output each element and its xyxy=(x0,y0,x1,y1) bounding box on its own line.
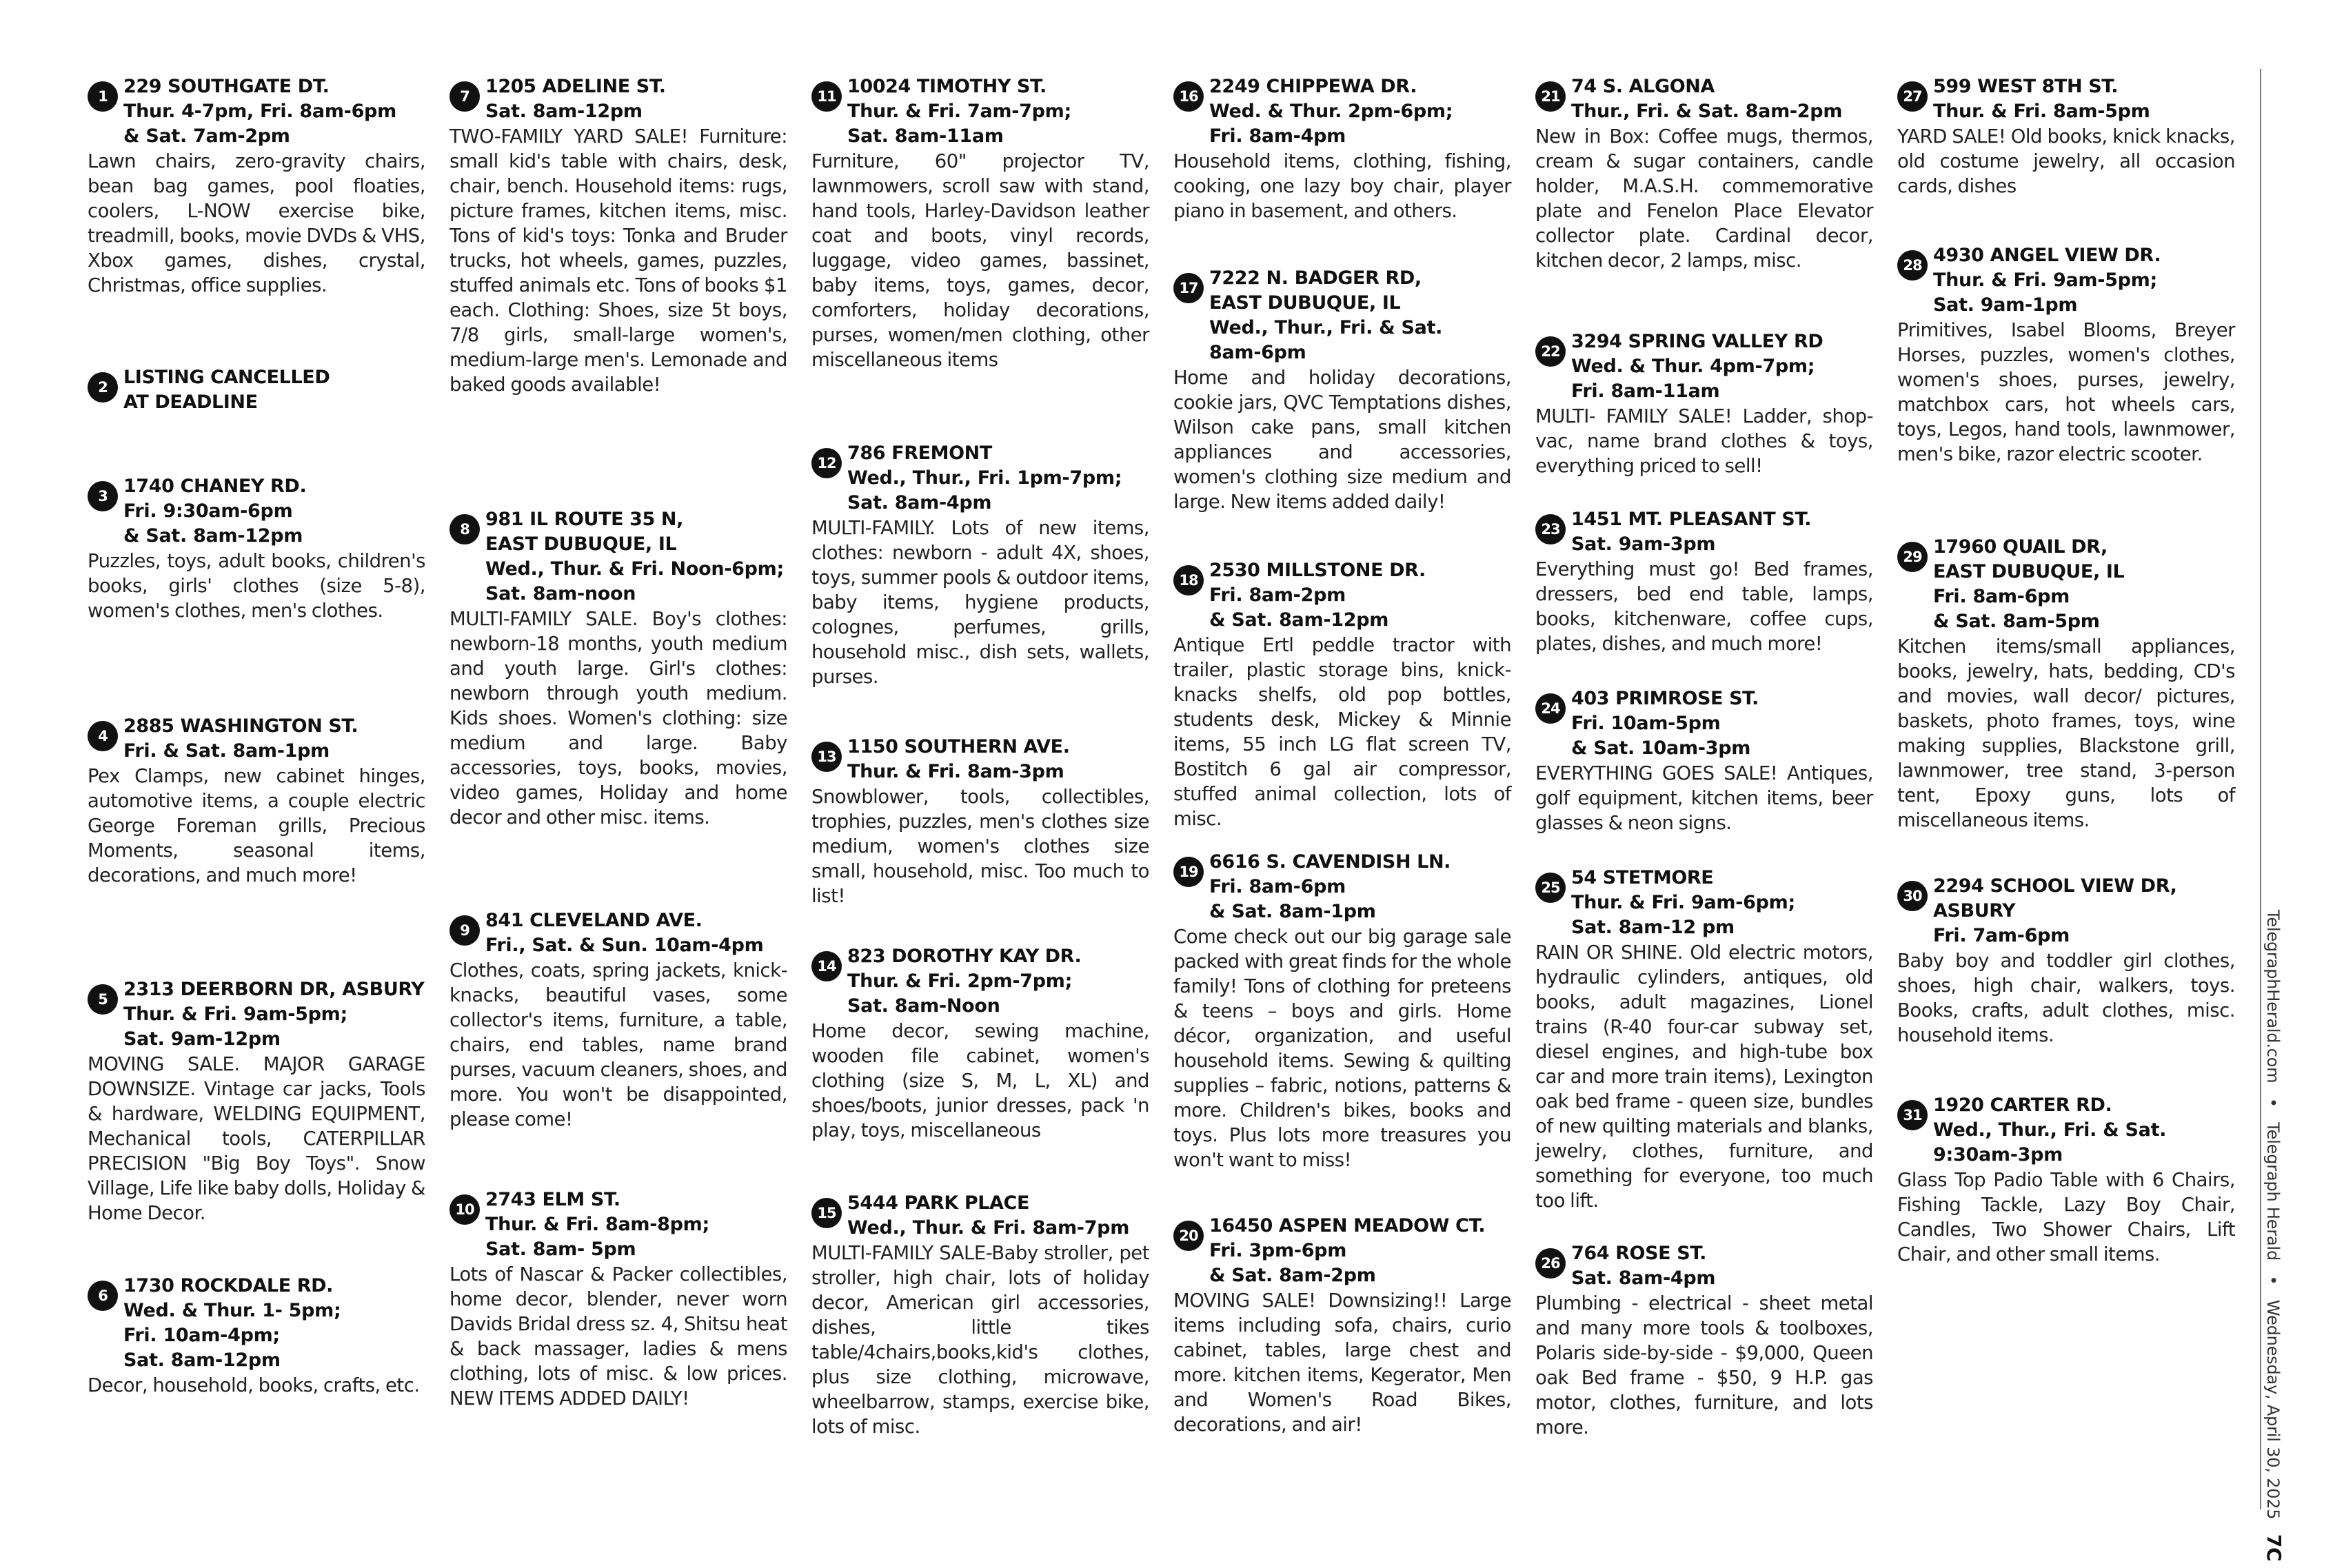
listing-header xyxy=(449,1188,787,1262)
listing xyxy=(1535,1241,1873,1440)
listing-description: Come check out our big garage sale packed with great finds for the whole family! Tons of clothing for preteens & teens – boys and girls. Home décor, organization, and useful household items. Sewing & quilting supplies – fabric, notions, patterns & more. Children's bikes, books and toys. Plus lots more treasures you won't want to miss! xyxy=(1173,926,1511,1171)
listing-header xyxy=(811,944,1149,1019)
listing-address: 2743 ELM ST. xyxy=(485,1189,620,1210)
listing-number: 29 xyxy=(1897,542,1928,572)
listing-number: 5 xyxy=(88,984,118,1015)
listing-address: 1205 ADELINE ST. xyxy=(485,76,666,97)
listing-header xyxy=(1173,850,1511,924)
listing-dates: Wed., Thur., Fri. & Sat. 8am-6pm xyxy=(1209,317,1443,363)
listing-description: Antique Ertl peddle tractor with trailer, plastic storage bins, knick-knacks shelfs, old pop bottles, students desk, Mickey & Minnie items, 55 inch LG flat screen TV, Bostitch 6 gal air compressor, stuffed animal collection, lots of misc. xyxy=(1173,634,1511,830)
listing xyxy=(1535,507,1873,656)
listing xyxy=(1897,243,2235,467)
folio-separator: • xyxy=(2263,1275,2283,1285)
listing-number: 31 xyxy=(1897,1100,1928,1130)
listing-description: YARD SALE! Old books, knick knacks, old costume jewelry, all occasion cards, dishes xyxy=(1897,125,2235,197)
listing-address: 7222 N. BADGER RD, EAST DUBUQUE, IL xyxy=(1209,267,1422,314)
listing-header xyxy=(1535,74,1873,124)
page-folio xyxy=(2263,910,2285,1562)
listing-address: 764 ROSE ST. xyxy=(1571,1243,1707,1264)
listing-dates: Sat. 8am-12pm xyxy=(485,101,643,122)
column-1 xyxy=(88,74,425,1508)
listing-description: Home decor, sewing machine, wooden file cabinet, women's clothing (size S, M, L, XL) and shoes/boots, junior dresses, pack 'n play, toys, miscellaneous xyxy=(811,1020,1149,1141)
listing-address: 823 DOROTHY KAY DR. xyxy=(847,946,1082,967)
listing-number: 4 xyxy=(88,721,118,751)
listing xyxy=(1173,558,1511,831)
listing-address: 2885 WASHINGTON ST. xyxy=(123,715,358,737)
listing-description: Home and holiday decorations, cookie jars, QVC Temptations dishes, Wilson cake pans, small kitchen appliances and accessories, women's clothing size medium and large. New items added daily! xyxy=(1173,367,1511,513)
listing-description: TWO-FAMILY YARD SALE! Furniture: small kid's table with chairs, desk, chair, bench. Household items: rugs, picture frames, kitchen items, misc. Tons of kid's toys: Tonka and Bruder trucks, hot wheels, games, puzzles, stuffed animals etc. Tons of books $1 each. Clothing: Shoes, size 5t boys, 7/8 girls, small-large women's, medium-large men's. Lemonade and baked goods available! xyxy=(449,125,787,396)
listing-number: 10 xyxy=(449,1194,480,1225)
listing-address: 4930 ANGEL VIEW DR. xyxy=(1933,245,2161,266)
listing-header xyxy=(811,74,1149,149)
listing-address: 54 STETMORE xyxy=(1571,867,1714,888)
listing-header xyxy=(1173,74,1511,149)
listing-dates: Thur. & Fri. 9am-6pm; Sat. 8am-12 pm xyxy=(1571,892,1795,938)
listing xyxy=(449,1188,787,1411)
listing-address: 1730 ROCKDALE RD. xyxy=(123,1275,334,1296)
listing-description: MULTI-FAMILY SALE-Baby stroller, pet stroller, high chair, lots of holiday decor, American girl accessories, dishes, little tikes table/4chairs,books,kid's clothes, plus size clothing, microwave, wheelbarrow, stamps, exercise bike, lots of misc. xyxy=(811,1242,1149,1438)
listing-dates: Sat. 9am-3pm xyxy=(1571,533,1716,555)
listing xyxy=(88,365,425,415)
listing xyxy=(1897,874,2235,1048)
listing-address: 3294 SPRING VALLEY RD xyxy=(1571,331,1823,352)
listing-address: LISTING CANCELLED AT DEADLINE xyxy=(123,367,330,413)
listing-number: 30 xyxy=(1897,881,1928,911)
listing-header xyxy=(1897,243,2235,318)
listing-description: MULTI-FAMILY SALE. Boy's clothes: newborn-18 months, youth medium and youth large. Girl's clothes: newborn through youth medium. Kids shoes. Women's clothing: size medium and large. Baby accessories, toys, books, movies, video games, Holiday and home decor and other misc. items. xyxy=(449,608,787,828)
listing-description: MOVING SALE. MAJOR GARAGE DOWNSIZE. Vintage car jacks, Tools & hardware, WELDING EQUIPMENT, Mechanical tools, CATERPILLAR PRECISION "Big Boy Toys". Snow Village, Life like baby dolls, Holiday & Home Decor. xyxy=(88,1053,425,1224)
listing-header xyxy=(1535,686,1873,761)
listing-header xyxy=(811,1191,1149,1241)
listing xyxy=(811,944,1149,1143)
listing-dates: Sat. 8am-4pm xyxy=(1571,1267,1716,1289)
listing-description: Kitchen items/small appliances, books, jewelry, hats, bedding, CD's and movies, wall decor/ pictures, baskets, photo frames, toys, wine making supplies, Blackstone grill, lawnmower, tree stand, 3-person tent, Epoxy guns, lots of miscellaneous items. xyxy=(1897,635,2235,831)
listing xyxy=(1535,74,1873,273)
folio-date: Wednesday, April 30, 2025 xyxy=(2263,1299,2283,1520)
listing-dates: Thur., Fri. & Sat. 8am-2pm xyxy=(1571,101,1843,122)
listing xyxy=(449,507,787,830)
listing-address: 2249 CHIPPEWA DR. xyxy=(1209,76,1417,97)
folio-site: TelegraphHerald.com xyxy=(2263,910,2283,1083)
listing-description: Baby boy and toddler girl clothes, shoes, high chair, walkers, toys. Books, crafts, adult clothes, misc. household items. xyxy=(1897,950,2235,1046)
listing xyxy=(1897,74,2235,198)
listing xyxy=(88,1274,425,1398)
listing xyxy=(811,441,1149,689)
listing-address: 5444 PARK PLACE xyxy=(847,1192,1030,1214)
listing xyxy=(1897,1093,2235,1267)
listing-address: 6616 S. CAVENDISH LN. xyxy=(1209,851,1451,873)
listing-dates: Wed., Thur., Fri. & Sat. 9:30am-3pm xyxy=(1933,1119,2167,1165)
listing-number: 21 xyxy=(1535,81,1566,112)
listing xyxy=(1173,850,1511,1172)
listing-dates: Fri. 10am-5pm & Sat. 10am-3pm xyxy=(1571,713,1751,759)
listing-address: 229 SOUTHGATE DT. xyxy=(123,76,330,97)
listing-dates: Wed. & Thur. 1- 5pm; Fri. 10am-4pm; Sat. 8am-12pm xyxy=(123,1300,341,1371)
listing-description: Puzzles, toys, adult books, children's books, girls' clothes (size 5-8), women's clothes, men's clothes. xyxy=(88,550,425,622)
listing xyxy=(449,74,787,397)
listing xyxy=(1173,74,1511,223)
listing-number: 28 xyxy=(1897,250,1928,281)
listing-header xyxy=(1173,266,1511,365)
listing-header xyxy=(449,908,787,958)
listing-number: 12 xyxy=(811,448,842,478)
listing xyxy=(88,714,425,888)
listing-number: 27 xyxy=(1897,81,1928,112)
listing-dates: Thur. & Fri. 7am-7pm; Sat. 8am-11am xyxy=(847,101,1071,147)
column-4 xyxy=(1173,74,1511,1508)
listing-number: 24 xyxy=(1535,693,1566,724)
page-number: 7C xyxy=(2263,1534,2285,1562)
listing-number: 6 xyxy=(88,1281,118,1311)
listing-dates: Wed., Thur. & Fri. 8am-7pm xyxy=(847,1217,1130,1239)
listing-address: 10024 TIMOTHY ST. xyxy=(847,76,1047,97)
listing-description: Decor, household, books, crafts, etc. xyxy=(88,1374,420,1396)
listing-description: New in Box: Coffee mugs, thermos, cream & sugar containers, candle holder, M.A.S.H. commemorative plate and Fenelon Place Elevator collector plate. Cardinal decor, kitchen decor, 2 lamps, misc. xyxy=(1535,125,1873,272)
listing-dates: Wed., Thur., Fri. 1pm-7pm; Sat. 8am-4pm xyxy=(847,467,1122,513)
listing-header xyxy=(1535,866,1873,940)
listing-number: 8 xyxy=(449,514,480,544)
listing-dates: Wed. & Thur. 2pm-6pm; Fri. 8am-4pm xyxy=(1209,101,1453,147)
listing-number: 14 xyxy=(811,951,842,981)
listing-description: MULTI- FAMILY SALE! Ladder, shop-vac, name brand clothes & toys, everything priced to sell! xyxy=(1535,405,1873,477)
listing-number: 15 xyxy=(811,1198,842,1228)
listing xyxy=(1897,535,2235,833)
listing-description: Plumbing - electrical - sheet metal and many more tools & toolboxes, Polaris side-by-side - $9,000, Queen oak Bed frame - $50, 9 H.P. gas motor, clothes, furniture, and lots more. xyxy=(1535,1292,1873,1438)
listing-number: 18 xyxy=(1173,565,1204,595)
listing-description: EVERYTHING GOES SALE! Antiques, golf equipment, kitchen items, beer glasses & neon signs. xyxy=(1535,762,1873,834)
listing-header xyxy=(811,735,1149,784)
listing-number: 7 xyxy=(449,81,480,112)
listing-address: 981 IL ROUTE 35 N, EAST DUBUQUE, IL xyxy=(485,509,683,555)
listing-description: Lots of Nascar & Packer collectibles, home decor, blender, never worn Davids Bridal dress sz. 4, Shitsu heat & back massager, ladies & mens clothing, lots of misc. & low prices. NEW ITEMS ADDED DAILY! xyxy=(449,1263,787,1409)
listing-address: 1740 CHANEY RD. xyxy=(123,476,307,497)
listing-address: 16450 ASPEN MEADOW CT. xyxy=(1209,1215,1486,1236)
listing-dates: Fri. 3pm-6pm & Sat. 8am-2pm xyxy=(1209,1240,1376,1286)
listing-number: 17 xyxy=(1173,273,1204,303)
listing-header xyxy=(88,74,425,149)
listing-dates: Fri. 8am-6pm & Sat. 8am-1pm xyxy=(1209,876,1376,922)
listing-dates: Fri. & Sat. 8am-1pm xyxy=(123,740,330,762)
listing-header xyxy=(88,714,425,764)
listing-dates: Fri., Sat. & Sun. 10am-4pm xyxy=(485,935,764,956)
listing-number: 11 xyxy=(811,81,842,112)
listing-header xyxy=(811,441,1149,516)
listing xyxy=(88,74,425,298)
listing-dates: Thur. & Fri. 8am-8pm; Sat. 8am- 5pm xyxy=(485,1214,709,1260)
listing-header xyxy=(1897,535,2235,634)
listing-number: 26 xyxy=(1535,1248,1566,1279)
listing xyxy=(1173,266,1511,514)
listing-description: Furniture, 60" projector TV, lawnmowers, scroll saw with stand, hand tools, Harley-Davidson leather coat and boots, vinyl records, luggage, video games, bassinet, baby items, toys, games, decor, comforters, holiday decorations, purses, women/men clothing, other miscellaneous items xyxy=(811,150,1149,371)
listing-address: 1451 MT. PLEASANT ST. xyxy=(1571,509,1812,530)
listing-number: 16 xyxy=(1173,81,1204,112)
listing-dates: Fri. 8am-2pm & Sat. 8am-12pm xyxy=(1209,584,1389,631)
listing-header xyxy=(449,74,787,124)
listing-dates: Thur. 4-7pm, Fri. 8am-6pm & Sat. 7am-2pm xyxy=(123,101,396,147)
listing-header xyxy=(88,977,425,1052)
listing-address: 403 PRIMROSE ST. xyxy=(1571,688,1759,709)
listing-description: Pex Clamps, new cabinet hinges, automotive items, a couple electric George Foreman grills, Precious Moments, seasonal items, decorations, and much more! xyxy=(88,765,425,886)
listing-number: 3 xyxy=(88,481,118,511)
column-6 xyxy=(1897,74,2235,1508)
column-rule xyxy=(2260,69,2261,1509)
listing-header xyxy=(88,474,425,549)
listing-description: Clothes, coats, spring jackets, knick-knacks, beautiful vases, some collector's items, furniture, a table, chairs, end tables, name brand purses, vacuum cleaners, shoes, and more. You won't be disappointed, please come! xyxy=(449,959,787,1130)
listing-header xyxy=(1897,874,2235,948)
listing-address: 2313 DEERBORN DR, ASBURY xyxy=(123,979,425,1000)
listing-dates: Wed. & Thur. 4pm-7pm; Fri. 8am-11am xyxy=(1571,356,1815,402)
listing xyxy=(811,735,1149,908)
listing xyxy=(811,74,1149,372)
column-2 xyxy=(449,74,787,1508)
listing-description: Glass Top Padio Table with 6 Chairs, Fishing Tackle, Lazy Boy Chair, Candles, Two Shower Chairs, Lift Chair, and other small items. xyxy=(1897,1169,2235,1265)
listing-address: 74 S. ALGONA xyxy=(1571,76,1715,97)
listing-dates: Thur. & Fri. 2pm-7pm; Sat. 8am-Noon xyxy=(847,970,1073,1017)
listing-address: 17960 QUAIL DR, EAST DUBUQUE, IL xyxy=(1933,536,2125,582)
listing-description: Household items, clothing, fishing, cooking, one lazy boy chair, player piano in basement, and others. xyxy=(1173,150,1511,222)
listing-description: Lawn chairs, zero-gravity chairs, bean bag games, pool floaties, coolers, L-NOW exercise bike, treadmill, books, movie DVDs & VHS, Xbox games, dishes, crystal, Christmas, office supplies. xyxy=(88,150,425,296)
listing-description: Snowblower, tools, collectibles, trophies, puzzles, men's clothes size medium, women's clothes size small, household, misc. Too much to list! xyxy=(811,786,1149,907)
listing-header xyxy=(1173,1214,1511,1288)
listing xyxy=(1535,329,1873,478)
listing-address: 2294 SCHOOL VIEW DR, ASBURY xyxy=(1933,875,2177,922)
listing-address: 841 CLEVELAND AVE. xyxy=(485,910,703,931)
listing-address: 2530 MILLSTONE DR. xyxy=(1209,560,1426,581)
listing xyxy=(88,977,425,1225)
listing-number: 23 xyxy=(1535,514,1566,544)
listing-dates: Fri. 8am-6pm & Sat. 8am-5pm xyxy=(1933,586,2100,632)
listing xyxy=(88,474,425,623)
listing-number: 9 xyxy=(449,915,480,946)
listing-dates: Thur. & Fri. 9am-5pm; Sat. 9am-12pm xyxy=(123,1004,347,1050)
listing xyxy=(1535,866,1873,1213)
garage-sale-listings xyxy=(88,74,2259,1508)
listing-dates: Thur. & Fri. 8am-3pm xyxy=(847,761,1064,782)
listing-address: 599 WEST 8TH ST. xyxy=(1933,76,2119,97)
listing-number: 25 xyxy=(1535,873,1566,903)
listing xyxy=(1535,686,1873,835)
listing-description: MULTI-FAMILY. Lots of new items, clothes: newborn - adult 4X, shoes, toys, summer pools & outdoor items, baby items, hygiene products, colognes, perfumes, grills, household misc., dish sets, wallets, purses. xyxy=(811,517,1149,688)
listing-number: 20 xyxy=(1173,1221,1204,1251)
listing-header xyxy=(1897,74,2235,124)
listing-dates: Thur. & Fri. 9am-5pm; Sat. 9am-1pm xyxy=(1933,269,2157,316)
listing-number: 1 xyxy=(88,81,118,112)
listing-header xyxy=(88,1274,425,1373)
listing-dates: Wed., Thur. & Fri. Noon-6pm; Sat. 8am-noon xyxy=(485,558,785,604)
listing xyxy=(449,908,787,1132)
folio-paper: Telegraph Herald xyxy=(2263,1122,2283,1261)
listing-address: 786 FREMONT xyxy=(847,442,992,464)
listing-dates: Thur. & Fri. 8am-5pm xyxy=(1933,101,2150,122)
column-3 xyxy=(811,74,1149,1508)
listing-description: MOVING SALE! Downsizing!! Large items including sofa, chairs, curio cabinet, tables, large chest and more. kitchen items, Kegerator, Men and Women's Road Bikes, decorations, and air! xyxy=(1173,1290,1511,1436)
listing-dates: Fri. 7am-6pm xyxy=(1933,925,2070,946)
listing-header xyxy=(1897,1093,2235,1168)
listing-number: 22 xyxy=(1535,336,1566,367)
listing-address: 1150 SOUTHERN AVE. xyxy=(847,736,1070,757)
listing-dates: Fri. 9:30am-6pm & Sat. 8am-12pm xyxy=(123,500,303,547)
listing-header xyxy=(1535,507,1873,557)
listing-number: 19 xyxy=(1173,857,1204,887)
listing-number: 2 xyxy=(88,372,118,403)
listing xyxy=(811,1191,1149,1439)
listing-header xyxy=(1535,329,1873,404)
folio-separator: • xyxy=(2263,1097,2283,1108)
listing-header xyxy=(1173,558,1511,633)
listing-header xyxy=(449,507,787,607)
listing-description: Primitives, Isabel Blooms, Breyer Horses, puzzles, women's clothes, women's shoes, purses, jewelry, matchbox cars, hot wheels cars, toys, Legos, hand tools, lawnmower, men's bike, razor electric scooter. xyxy=(1897,319,2235,465)
listing-description: RAIN OR SHINE. Old electric motors, hydraulic cylinders, antiques, old books, adult magazines, Lionel trains (R-40 four-car subway set, diesel engines, and high-tube box car and more train items), Lexington oak bed frame - queen size, bundles of new quilting materials and blanks, jewelry, clothes, furniture, and something for everyone, too much too lift. xyxy=(1535,941,1873,1212)
listing-address: 1920 CARTER RD. xyxy=(1933,1094,2112,1116)
listing-description: Everything must go! Bed frames, dressers, bed end table, lamps, books, kitchenware, coffee cups, plates, dishes, and much more! xyxy=(1535,558,1873,655)
listing xyxy=(1173,1214,1511,1437)
column-5 xyxy=(1535,74,1873,1508)
listing-header xyxy=(88,365,425,415)
listing-header xyxy=(1535,1241,1873,1291)
listing-number: 13 xyxy=(811,742,842,772)
